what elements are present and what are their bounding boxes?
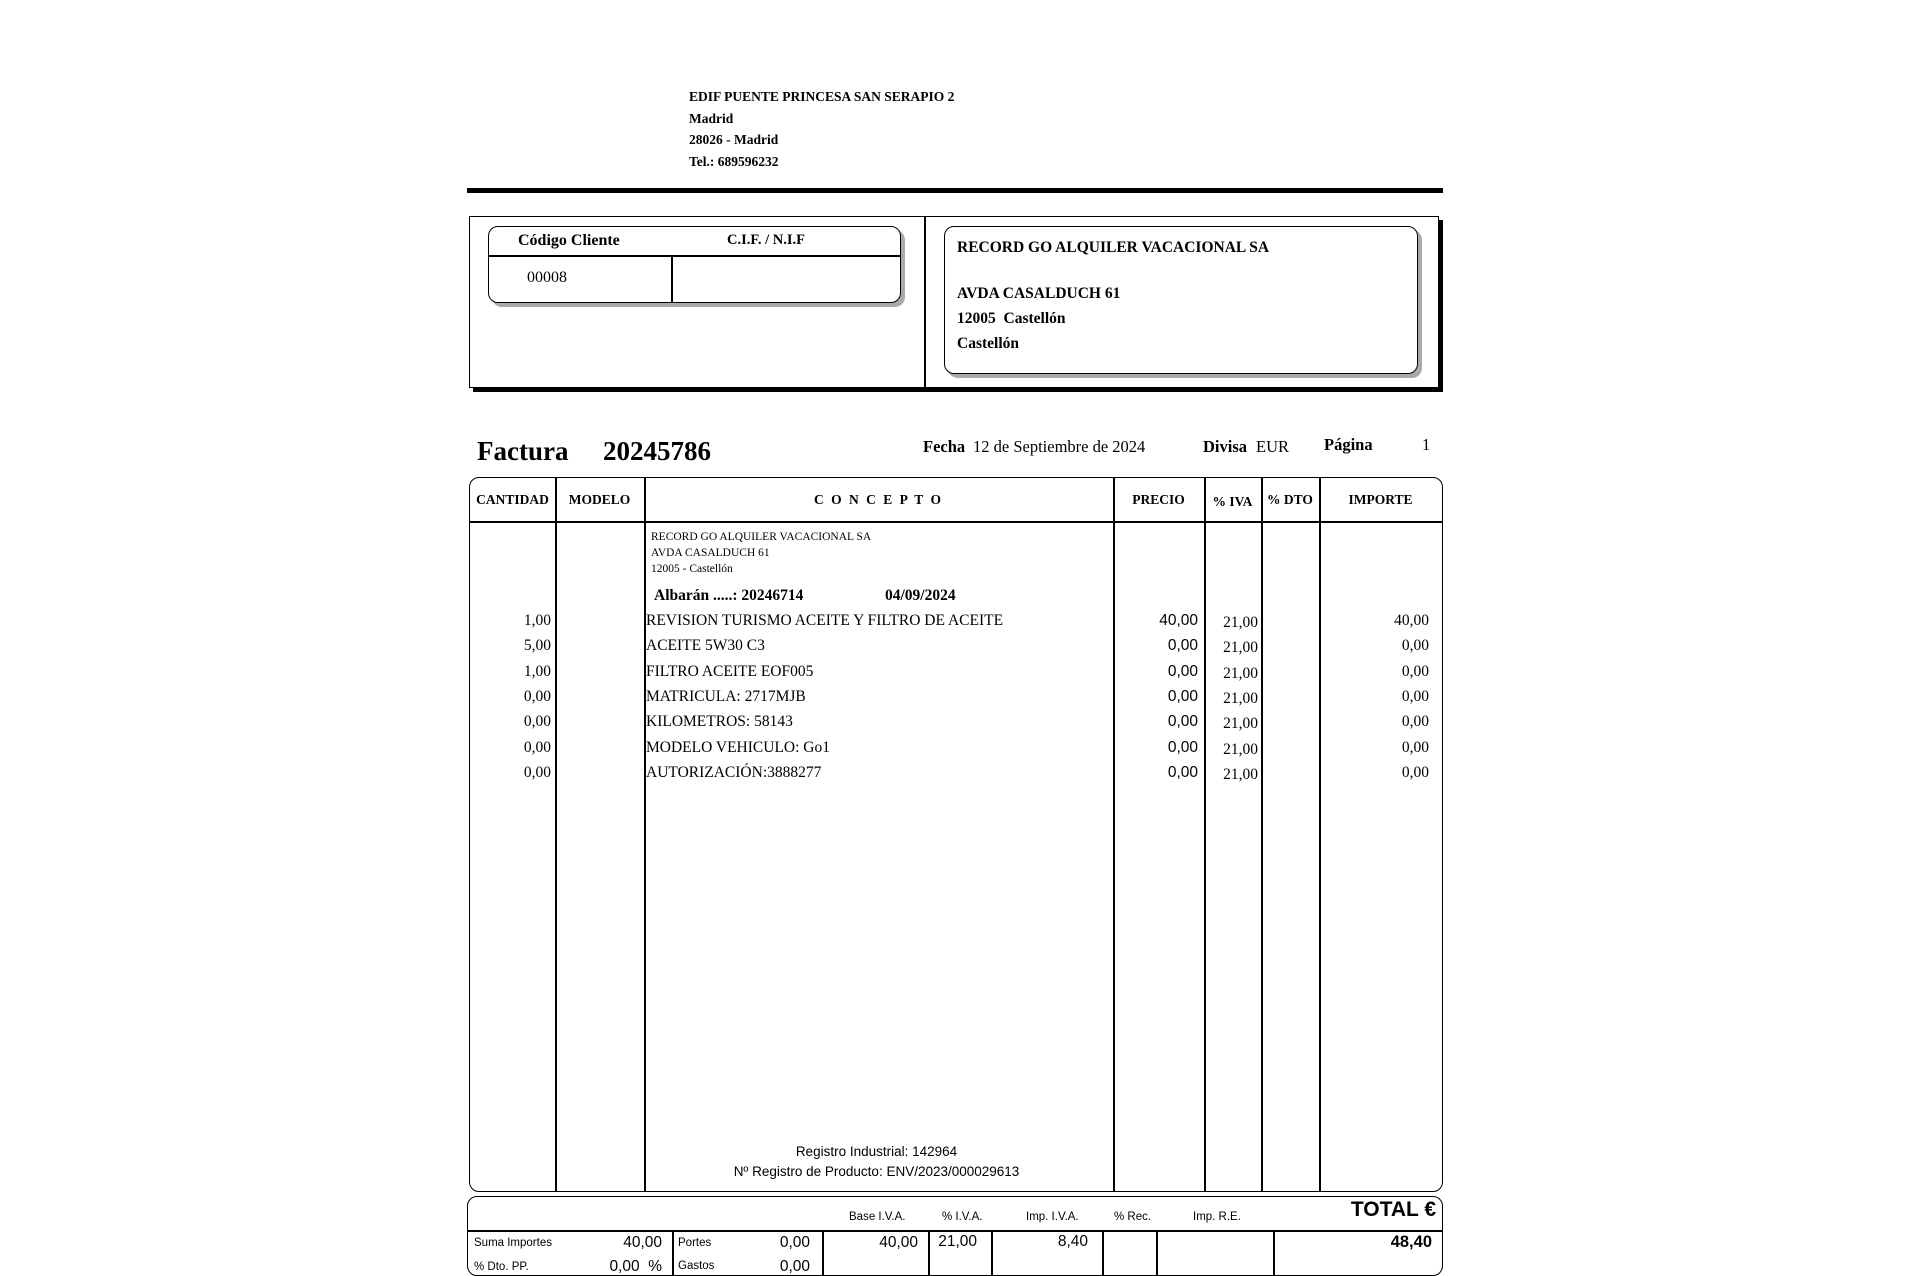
totals-section bbox=[467, 1196, 1443, 1276]
row-cantidad: 0,00 bbox=[523, 738, 551, 756]
row-importe: 0,00 bbox=[1401, 662, 1429, 680]
label-imp-iva: Imp. I.V.A. bbox=[1026, 1211, 1079, 1223]
header-dto: % DTO bbox=[1267, 492, 1313, 507]
row-importe: 0,00 bbox=[1401, 763, 1429, 781]
row-iva: 21,00 bbox=[1223, 740, 1258, 758]
row-iva: 21,00 bbox=[1223, 689, 1258, 707]
gastos-value: 0,00 bbox=[779, 1258, 810, 1275]
gastos-label: Gastos bbox=[678, 1260, 715, 1272]
row-iva: 21,00 bbox=[1223, 614, 1258, 631]
registro-producto: Nº Registro de Producto: ENV/2023/000029613 bbox=[733, 1164, 1020, 1179]
customer-block bbox=[651, 529, 871, 577]
row-precio: 0,00 bbox=[1167, 662, 1198, 680]
issuer-city: Madrid bbox=[689, 110, 734, 126]
row-precio: 0,00 bbox=[1167, 713, 1198, 731]
row-iva: 21,00 bbox=[1223, 765, 1258, 783]
row-cantidad: 1,00 bbox=[523, 612, 551, 629]
client-postal-city: 12005 Castellón bbox=[957, 310, 1066, 327]
client-name: RECORD GO ALQUILER VACACIONAL SA bbox=[957, 239, 1270, 256]
header-divider bbox=[467, 188, 1443, 193]
dto-pp-value: 0,00 % bbox=[609, 1258, 662, 1275]
dto-pp-label: % Dto. PP. bbox=[474, 1261, 529, 1273]
albaran-date: 04/09/2024 bbox=[885, 587, 956, 604]
issuer-postal: 28026 - Madrid bbox=[689, 132, 779, 147]
client-cif-label: C.I.F. / N.I.F bbox=[727, 232, 806, 248]
date-label: Fecha bbox=[923, 437, 966, 456]
page-label: Página bbox=[1324, 435, 1373, 454]
label-pct-iva: % I.V.A. bbox=[942, 1211, 983, 1223]
client-section-divider bbox=[924, 216, 926, 388]
row-cantidad: 0,00 bbox=[523, 763, 551, 781]
label-pct-rec: % Rec. bbox=[1114, 1211, 1152, 1223]
header-precio: PRECIO bbox=[1132, 492, 1185, 507]
row-iva: 21,00 bbox=[1223, 715, 1258, 733]
client-code-label: Código Cliente bbox=[518, 232, 620, 249]
label-imp-re: Imp. R.E. bbox=[1193, 1211, 1241, 1223]
row-importe: 0,00 bbox=[1401, 637, 1429, 655]
row-cantidad: 1,00 bbox=[523, 662, 551, 680]
row-precio: 0,00 bbox=[1167, 763, 1198, 781]
suma-importes-value: 40,00 bbox=[623, 1234, 662, 1251]
row-cantidad: 5,00 bbox=[523, 637, 551, 655]
row-importe: 0,00 bbox=[1401, 738, 1429, 756]
invoice-date: 12 de Septiembre de 2024 bbox=[973, 437, 1146, 456]
portes-label: Portes bbox=[678, 1237, 712, 1249]
label-total: TOTAL € bbox=[1350, 1198, 1436, 1221]
customer-block-line: 12005 - Castellón bbox=[651, 563, 733, 575]
row-cantidad: 0,00 bbox=[523, 713, 551, 731]
suma-importes-label: Suma Importes bbox=[474, 1237, 552, 1249]
albaran-label: Albarán .....: 20246714 bbox=[654, 587, 804, 604]
label-base-iva: Base I.V.A. bbox=[849, 1211, 906, 1223]
row-cantidad: 0,00 bbox=[523, 687, 551, 705]
row-iva: 21,00 bbox=[1223, 664, 1258, 682]
row-iva: 21,00 bbox=[1223, 639, 1258, 657]
header-modelo: MODELO bbox=[568, 492, 631, 507]
portes-value: 0,00 bbox=[779, 1234, 810, 1251]
row-precio: 0,00 bbox=[1167, 687, 1198, 705]
row-importe: 40,00 bbox=[1394, 612, 1429, 629]
pct-iva-value: 21,00 bbox=[938, 1233, 977, 1250]
row-importe: 0,00 bbox=[1401, 713, 1429, 731]
registro-industrial: Registro Industrial: 142964 bbox=[795, 1144, 958, 1159]
row-concepto: KILOMETROS: 58143 bbox=[646, 713, 793, 731]
imp-iva-value: 8,40 bbox=[1057, 1233, 1088, 1250]
invoice-number: 20245786 bbox=[603, 436, 711, 466]
base-iva-value: 40,00 bbox=[879, 1234, 918, 1251]
client-address-box bbox=[944, 226, 1418, 374]
issuer-address: EDIF PUENTE PRINCESA SAN SERAPIO 2 bbox=[689, 89, 955, 104]
header-cantidad: CANTIDAD bbox=[476, 492, 549, 507]
client-address: AVDA CASALDUCH 61 bbox=[957, 285, 1121, 302]
items-table bbox=[469, 477, 1443, 1192]
row-precio: 40,00 bbox=[1159, 612, 1198, 629]
header-importe: IMPORTE bbox=[1348, 492, 1413, 507]
row-concepto: FILTRO ACEITE EOF005 bbox=[646, 662, 814, 680]
row-concepto: MATRICULA: 2717MJB bbox=[646, 687, 806, 705]
client-code-box bbox=[488, 226, 901, 303]
currency-value: EUR bbox=[1256, 437, 1289, 456]
currency-label: Divisa bbox=[1203, 437, 1248, 456]
issuer-block bbox=[689, 86, 954, 172]
customer-block-line: RECORD GO ALQUILER VACACIONAL SA bbox=[651, 531, 872, 543]
row-concepto: ACEITE 5W30 C3 bbox=[646, 637, 765, 655]
header-iva: % IVA bbox=[1212, 494, 1253, 509]
total-value: 48,40 bbox=[1390, 1233, 1432, 1251]
client-province: Castellón bbox=[957, 335, 1019, 352]
row-concepto: REVISION TURISMO ACEITE Y FILTRO DE ACEITE bbox=[646, 612, 1004, 629]
row-concepto: MODELO VEHICULO: Go1 bbox=[646, 738, 830, 756]
header-concepto: C O N C E P T O bbox=[814, 492, 943, 507]
invoice-label: Factura bbox=[477, 436, 569, 466]
page-number: 1 bbox=[1422, 435, 1431, 454]
row-importe: 0,00 bbox=[1401, 687, 1429, 705]
issuer-phone: Tel.: 689596232 bbox=[689, 153, 779, 169]
row-precio: 0,00 bbox=[1167, 637, 1198, 655]
client-code-value: 00008 bbox=[527, 269, 567, 286]
row-concepto: AUTORIZACIÓN:3888277 bbox=[646, 763, 822, 781]
row-precio: 0,00 bbox=[1167, 738, 1198, 756]
customer-block-line: AVDA CASALDUCH 61 bbox=[651, 547, 770, 559]
